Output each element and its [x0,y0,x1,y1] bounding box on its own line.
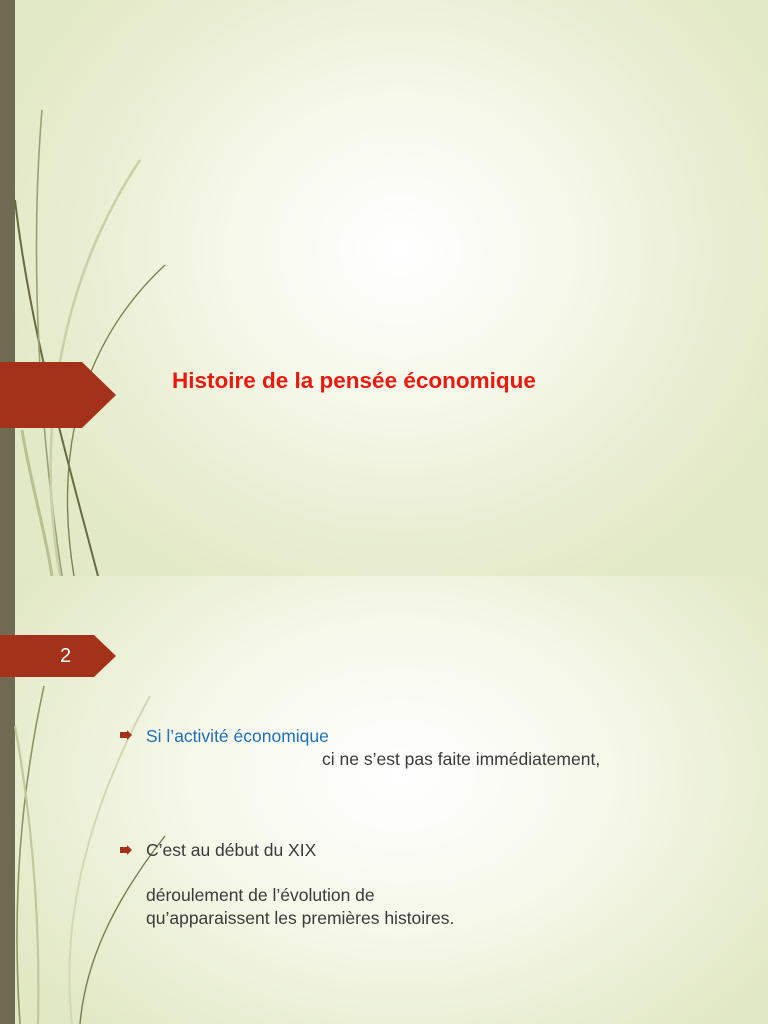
slide-title: Histoire de la pensée économique [172,368,536,393]
bullet-1-line-2: ci ne s’est pas faite immédiatement, [322,749,601,769]
bullet-arrow-icon [120,730,132,740]
bullet-arrow-icon [120,845,132,855]
grass-decoration [0,0,200,576]
bullet-2-line-2: déroulement de l’évolution de [146,885,375,905]
slide-2 [0,576,768,1024]
slide-number-tab [0,635,116,677]
slide-number: 2 [60,645,72,667]
bullet-1-line-1: Si l’activité économique [146,726,329,746]
bullet-2-line-1: C’est au début du XIX [146,840,317,860]
bullet-2-line-3: qu’apparaissent les premières histoires. [146,908,455,928]
